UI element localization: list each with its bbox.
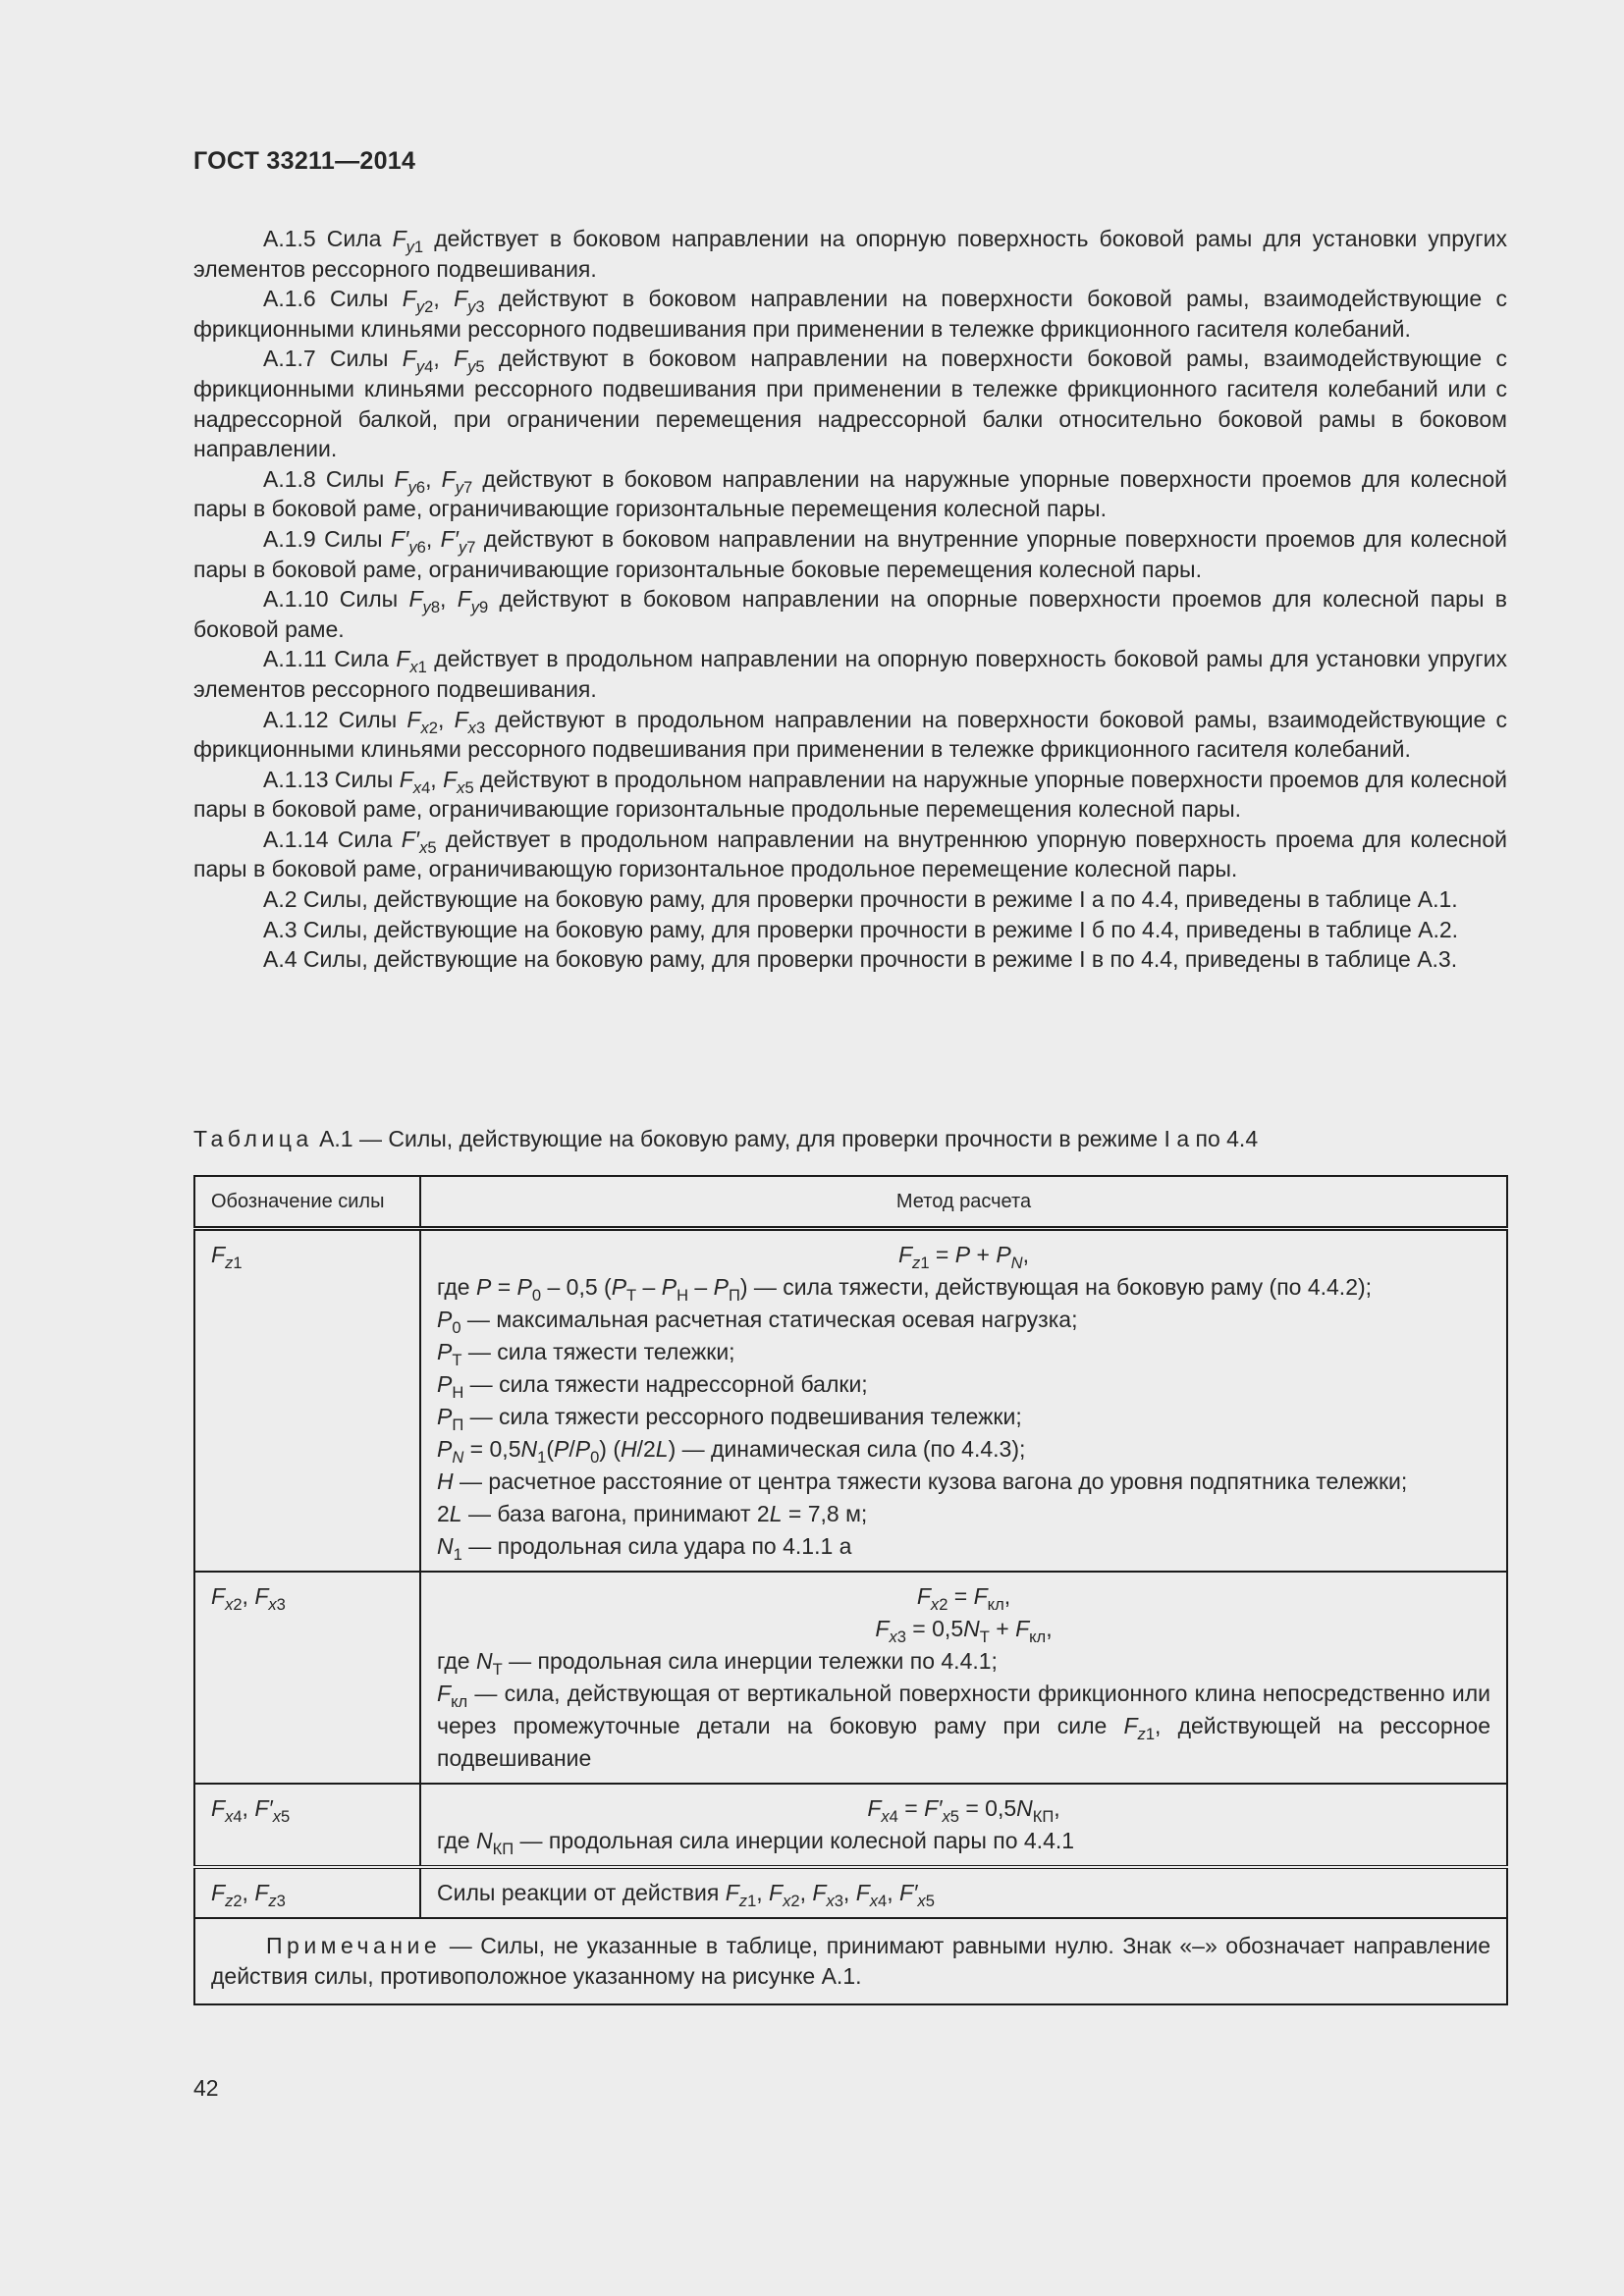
method-cell <box>420 1229 1507 1573</box>
paragraph: А.1.8 Силы $F_{y6}$, $F_{y7}$ действуют в боковом направлении на наружные упорные поверхности проемов для колесной пары в боковой раме, ограничивающие горизонтальные перемещения колесной пары. <box>193 465 1507 522</box>
body-paragraphs <box>193 224 1507 975</box>
table-caption-word: Таблица <box>193 1126 313 1151</box>
paragraph: А.1.7 Силы $F_{y4}$, $F_{y5}$ действуют в боковом направлении на поверхности боковой рамы, взаимодействующие с фрикционными клиньями рессорного подвешивания при применении в тележке фрикционного гасителя колебаний или с надрессорной балкой, при ограничении перемещения надрессорной балки относительно боковой рамы в боковом направлении. <box>193 346 1508 462</box>
method-line: $P_Т$ — сила тяжести тележки; <box>437 1339 735 1369</box>
method-line: $P_0$ — максимальная расчетная статическая осевая нагрузка; <box>437 1307 1078 1337</box>
formula: $F_{z1} = P + P_N$, <box>897 1242 1029 1272</box>
table-row <box>194 1229 1507 1573</box>
method-line: 2L — база вагона, принимают 2L = 7,8 м; <box>437 1501 868 1526</box>
method-line: где $P = P_0 - 0,5$ $(P_Т - P_Н - P_П)$ — сила тяжести, действующая на боковую раму (по 4.4.2); <box>437 1274 1373 1305</box>
method-line: Силы реакции от действия $F_{z1}$, $F_{x2}$, $F_{x3}$, $F_{x4}$, $F'_{x5}$ <box>437 1880 935 1910</box>
method-cell <box>420 1784 1507 1867</box>
paragraph: А.1.12 Силы $F_{x2}$, $F_{x3}$ действуют в продольном направлении на поверхности боковой рамы, взаимодействующие с фрикционными клиньями рессорного подвешивания при применении в тележке фрикционного гасителя колебаний. <box>193 706 1508 763</box>
table-note-row <box>194 1918 1507 2004</box>
method-line: где $N_{КП}$ — продольная сила инерции колесной пары по 4.4.1 <box>437 1828 1075 1858</box>
table-row <box>194 1572 1507 1784</box>
method-line: $P_П$ — сила тяжести рессорного подвешивания тележки; <box>437 1404 1022 1434</box>
table-header-row <box>194 1176 1507 1229</box>
method-line: $F_{кл}$ — сила, действующая от вертикальной поверхности фрикционного клина непосредственно или через промежуточные детали на боковую раму при силе $F_{z1}$, действующей на рессорное подвешивание <box>437 1681 1490 1771</box>
note-text: — Силы, не указанные в таблице, принимают равными нулю. Знак «–» обозначает направление действия силы, противоположное указанному на рисунке А.1. <box>211 1933 1490 1989</box>
method-line: $N_1$ — продольная сила удара по 4.1.1 а <box>437 1533 852 1564</box>
paragraph: А.2 Силы, действующие на боковую раму, для проверки прочности в режиме I а по 4.4, приведены в таблице А.1. <box>263 886 1458 913</box>
method-line: $P_Н$ — сила тяжести надрессорной балки; <box>437 1371 868 1402</box>
paragraph: А.1.13 Силы $F_{x4}$, $F_{x5}$ действуют в продольном направлении на наружные упорные поверхности проемов для колесной пары в боковой раме, ограничивающие горизонтальные продольные перемещения колесной пары. <box>193 766 1508 823</box>
note-word: Примечание <box>266 1933 442 1958</box>
document-header: ГОСТ 33211—2014 <box>193 147 416 175</box>
method-cell <box>420 1867 1507 1918</box>
formula: $F_{x2} = F_{кл}$, <box>916 1583 1011 1614</box>
paragraph: А.3 Силы, действующие на боковую раму, для проверки прочности в режиме I б по 4.4, приведены в таблице А.2. <box>263 916 1459 942</box>
table-row <box>194 1867 1507 1918</box>
method-line: $P_N = 0,5N_1(P/P_0)$ (H/2L) — динамическая сила (по 4.4.3); <box>437 1436 1026 1467</box>
force-symbol-cell: $F_{x2}$, $F_{x3}$ <box>194 1572 420 1784</box>
paragraph: А.1.14 Сила $F'_{x5}$ действует в продольном направлении на внутреннюю упорную поверхность проема для колесной пары в боковой раме, ограничивающую горизонтальное продольное перемещение колесной пары. <box>193 826 1507 882</box>
force-symbol-cell: $F_{z1}$ <box>194 1229 420 1573</box>
column-header-method: Метод расчета <box>420 1176 1507 1229</box>
method-line: H — расчетное расстояние от центра тяжести кузова вагона до уровня подпятника тележки; <box>437 1468 1408 1494</box>
paragraph: А.4 Силы, действующие на боковую раму, для проверки прочности в режиме I в по 4.4, приведены в таблице А.3. <box>263 946 1458 973</box>
formula: $F_{x3} = 0,5N_Т + F_{кл}$, <box>875 1616 1053 1646</box>
paragraph: А.1.10 Силы $F_{y8}$, $F_{y9}$ действуют в боковом направлении на опорные поверхности проемов для колесной пары в боковой раме. <box>193 586 1508 642</box>
method-line: где $N_Т$ — продольная сила инерции тележки по 4.4.1; <box>437 1648 998 1679</box>
table-body <box>194 1229 1507 1919</box>
column-header-force: Обозначение силы <box>194 1176 420 1229</box>
method-cell <box>420 1572 1507 1784</box>
formula: $F_{x4} = F'_{x5} = 0,5N_{КП}$, <box>867 1795 1060 1826</box>
paragraph: А.1.9 Силы $F'_{y6}$, $F'_{y7}$ действуют в боковом направлении на внутренние упорные поверхности проемов для колесной пары в боковой раме, ограничивающие горизонтальные боковые перемещения колесной пары. <box>193 525 1507 582</box>
force-symbol-cell: $F_{x4}$, $F'_{x5}$ <box>194 1784 420 1867</box>
force-symbol-cell: $F_{z2}$, $F_{z3}$ <box>194 1867 420 1918</box>
table-note <box>194 1918 1507 2004</box>
table-row <box>194 1784 1507 1867</box>
table-caption-text: А.1 — Силы, действующие на боковую раму, для проверки прочности в режиме I а по 4.4 <box>312 1126 1259 1151</box>
paragraph: А.1.6 Силы $F_{y2}$, $F_{y3}$ действуют в боковом направлении на поверхности боковой рамы, взаимодействующие с фрикционными клиньями рессорного подвешивания при применении в тележке фрикционного гасителя колебаний. <box>193 286 1508 342</box>
table-caption <box>193 1126 1258 1152</box>
paragraph: А.1.5 Сила $F_{y1}$ действует в боковом направлении на опорную поверхность боковой рамы для установки упругих элементов рессорного подвешивания. <box>193 226 1507 282</box>
forces-table <box>193 1175 1508 2005</box>
page-number: 42 <box>193 2075 219 2101</box>
paragraph: А.1.11 Сила $F_{x1}$ действует в продольном направлении на опорную поверхность боковой рамы для установки упругих элементов рессорного подвешивания. <box>193 646 1507 702</box>
